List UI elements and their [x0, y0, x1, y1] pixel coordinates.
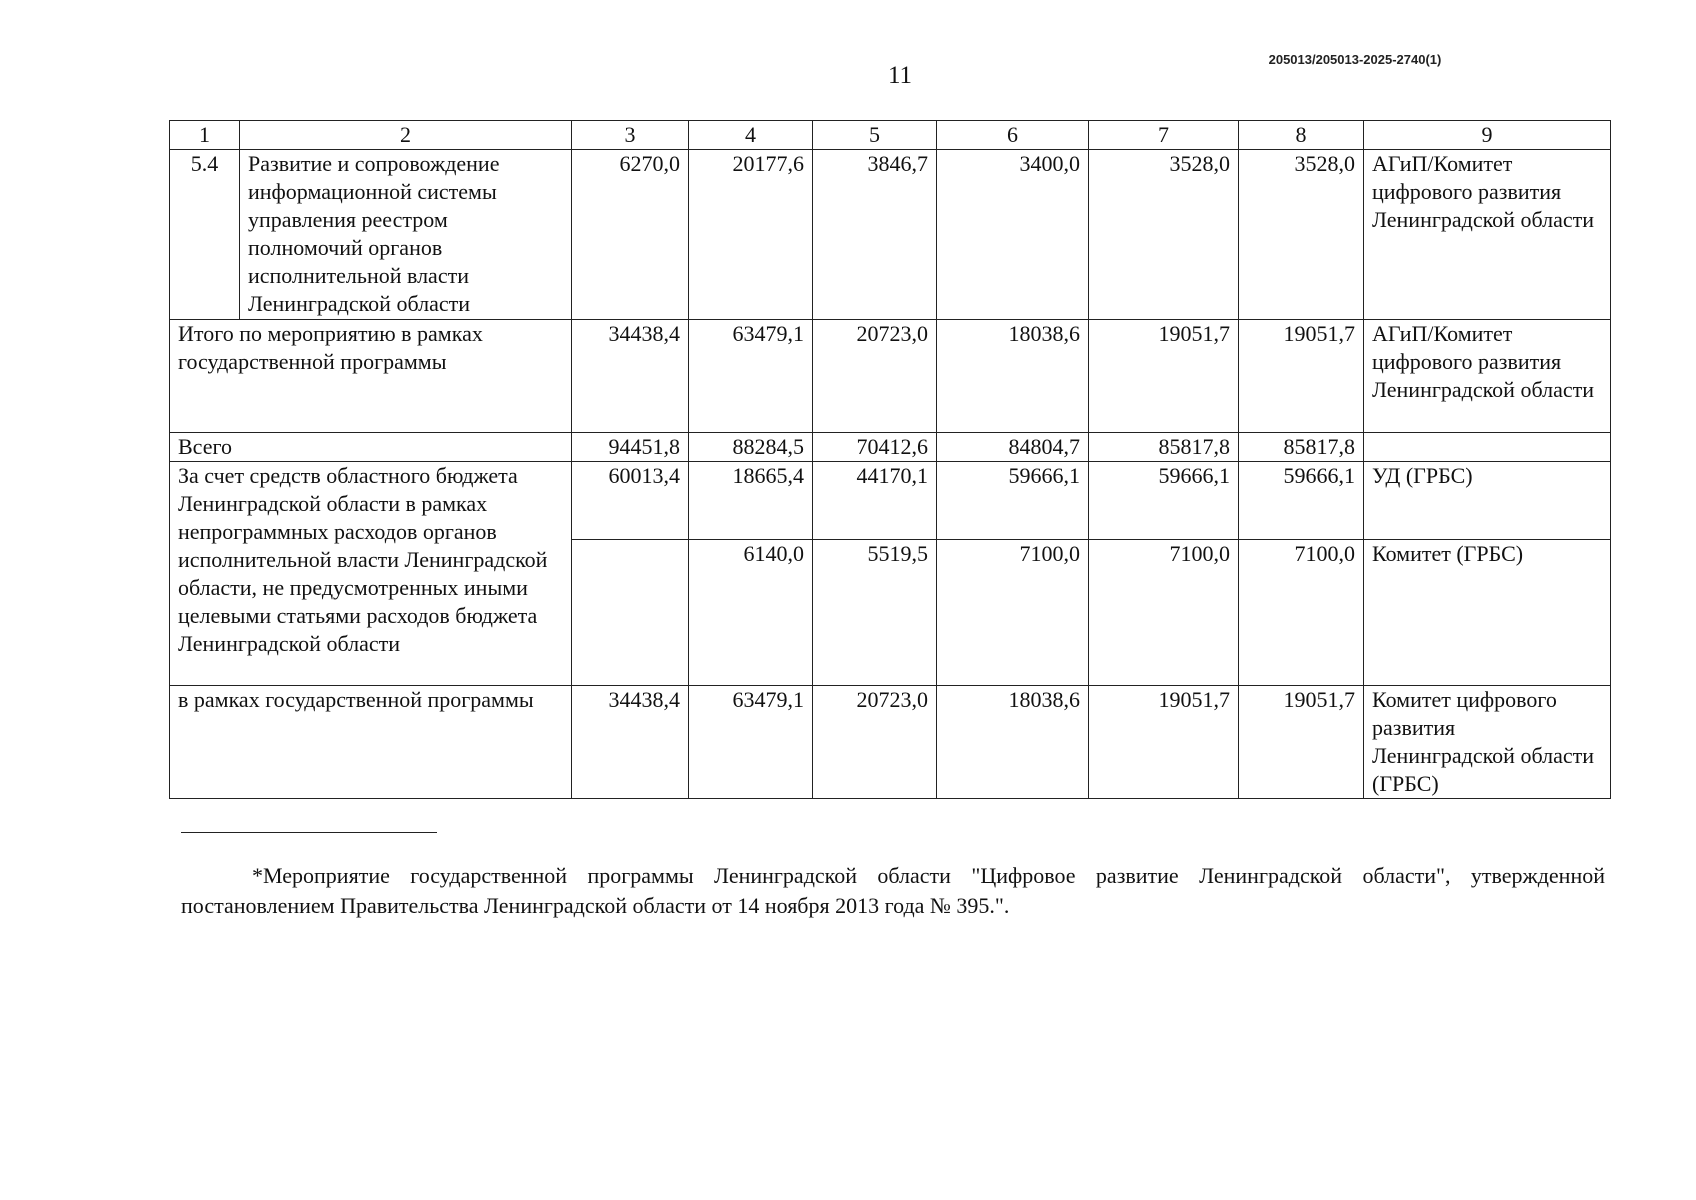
- value-cell: 3528,0: [1089, 150, 1239, 320]
- table-row-itogo: [170, 320, 1611, 433]
- value-cell: 85817,8: [1089, 433, 1239, 462]
- value-cell: 88284,5: [689, 433, 813, 462]
- value-cell: 6140,0: [689, 540, 813, 686]
- footnote: *Мероприятие государственной программы Ленинградской области "Цифровое развитие Ленинградской области", утвержденной постановлением Правительства Ленинградской области от 14 ноября 2013 года № 395.".: [181, 863, 1605, 918]
- value-cell: 70412,6: [813, 433, 937, 462]
- header-cell: 7: [1089, 121, 1239, 150]
- executor-cell: Комитет (ГРБС): [1364, 540, 1611, 686]
- page-number: 11: [887, 62, 913, 89]
- value-cell: 44170,1: [813, 462, 937, 540]
- row-name: Развитие и сопровождение информационной системы управления реестром полномочий органов исполнительной власти Ленинградской области: [240, 150, 572, 320]
- budget-table: [169, 120, 1611, 799]
- value-cell: 7100,0: [937, 540, 1089, 686]
- value-cell: 20177,6: [689, 150, 813, 320]
- row-label: За счет средств областного бюджета Ленинградской области в рамках непрограммных расходов органов исполнительной власти Ленинградской области, не предусмотренных иными целевыми статьями расходов бюджета Ленинградской области: [170, 462, 572, 686]
- header-cell: 5: [813, 121, 937, 150]
- value-cell: 7100,0: [1239, 540, 1364, 686]
- value-cell: 60013,4: [572, 462, 689, 540]
- table-header-row: [170, 121, 1611, 150]
- value-cell: 19051,7: [1239, 686, 1364, 799]
- row-number: 5.4: [170, 150, 240, 320]
- value-cell: 19051,7: [1089, 686, 1239, 799]
- value-cell: [572, 540, 689, 686]
- table-row-oblast-ud: [170, 462, 1611, 540]
- value-cell: 6270,0: [572, 150, 689, 320]
- table-row-vsego: [170, 433, 1611, 462]
- row-label: Всего: [170, 433, 572, 462]
- value-cell: 18038,6: [937, 320, 1089, 433]
- value-cell: 18038,6: [937, 686, 1089, 799]
- value-cell: 20723,0: [813, 686, 937, 799]
- footnote-divider: [181, 832, 437, 833]
- value-cell: 34438,4: [572, 320, 689, 433]
- executor-cell: УД (ГРБС): [1364, 462, 1611, 540]
- value-cell: 20723,0: [813, 320, 937, 433]
- value-cell: 18665,4: [689, 462, 813, 540]
- header-cell: 2: [240, 121, 572, 150]
- executor-cell: [1364, 433, 1611, 462]
- executor-cell: АГиП/Комитет цифрового развития Ленинградской области: [1364, 150, 1611, 320]
- value-cell: 19051,7: [1089, 320, 1239, 433]
- value-cell: 3528,0: [1239, 150, 1364, 320]
- header-cell: 6: [937, 121, 1089, 150]
- value-cell: 19051,7: [1239, 320, 1364, 433]
- value-cell: 59666,1: [1089, 462, 1239, 540]
- value-cell: 3846,7: [813, 150, 937, 320]
- value-cell: 7100,0: [1089, 540, 1239, 686]
- value-cell: 34438,4: [572, 686, 689, 799]
- value-cell: 5519,5: [813, 540, 937, 686]
- value-cell: 94451,8: [572, 433, 689, 462]
- executor-cell: АГиП/Комитет цифрового развития Ленинградской области: [1364, 320, 1611, 433]
- row-label: в рамках государственной программы: [170, 686, 572, 799]
- row-label: Итого по мероприятию в рамках государственной программы: [170, 320, 572, 433]
- value-cell: 59666,1: [1239, 462, 1364, 540]
- header-cell: 4: [689, 121, 813, 150]
- value-cell: 84804,7: [937, 433, 1089, 462]
- value-cell: 59666,1: [937, 462, 1089, 540]
- table-row-5-4: [170, 150, 1611, 320]
- header-cell: 1: [170, 121, 240, 150]
- table-row-gosprog: [170, 686, 1611, 799]
- value-cell: 63479,1: [689, 320, 813, 433]
- header-cell: 8: [1239, 121, 1364, 150]
- header-cell: 9: [1364, 121, 1611, 150]
- header-cell: 3: [572, 121, 689, 150]
- document-code: 205013/205013-2025-2740(1): [1268, 52, 1442, 67]
- value-cell: 63479,1: [689, 686, 813, 799]
- value-cell: 85817,8: [1239, 433, 1364, 462]
- value-cell: 3400,0: [937, 150, 1089, 320]
- executor-cell: Комитет цифрового развития Ленинградской области (ГРБС): [1364, 686, 1611, 799]
